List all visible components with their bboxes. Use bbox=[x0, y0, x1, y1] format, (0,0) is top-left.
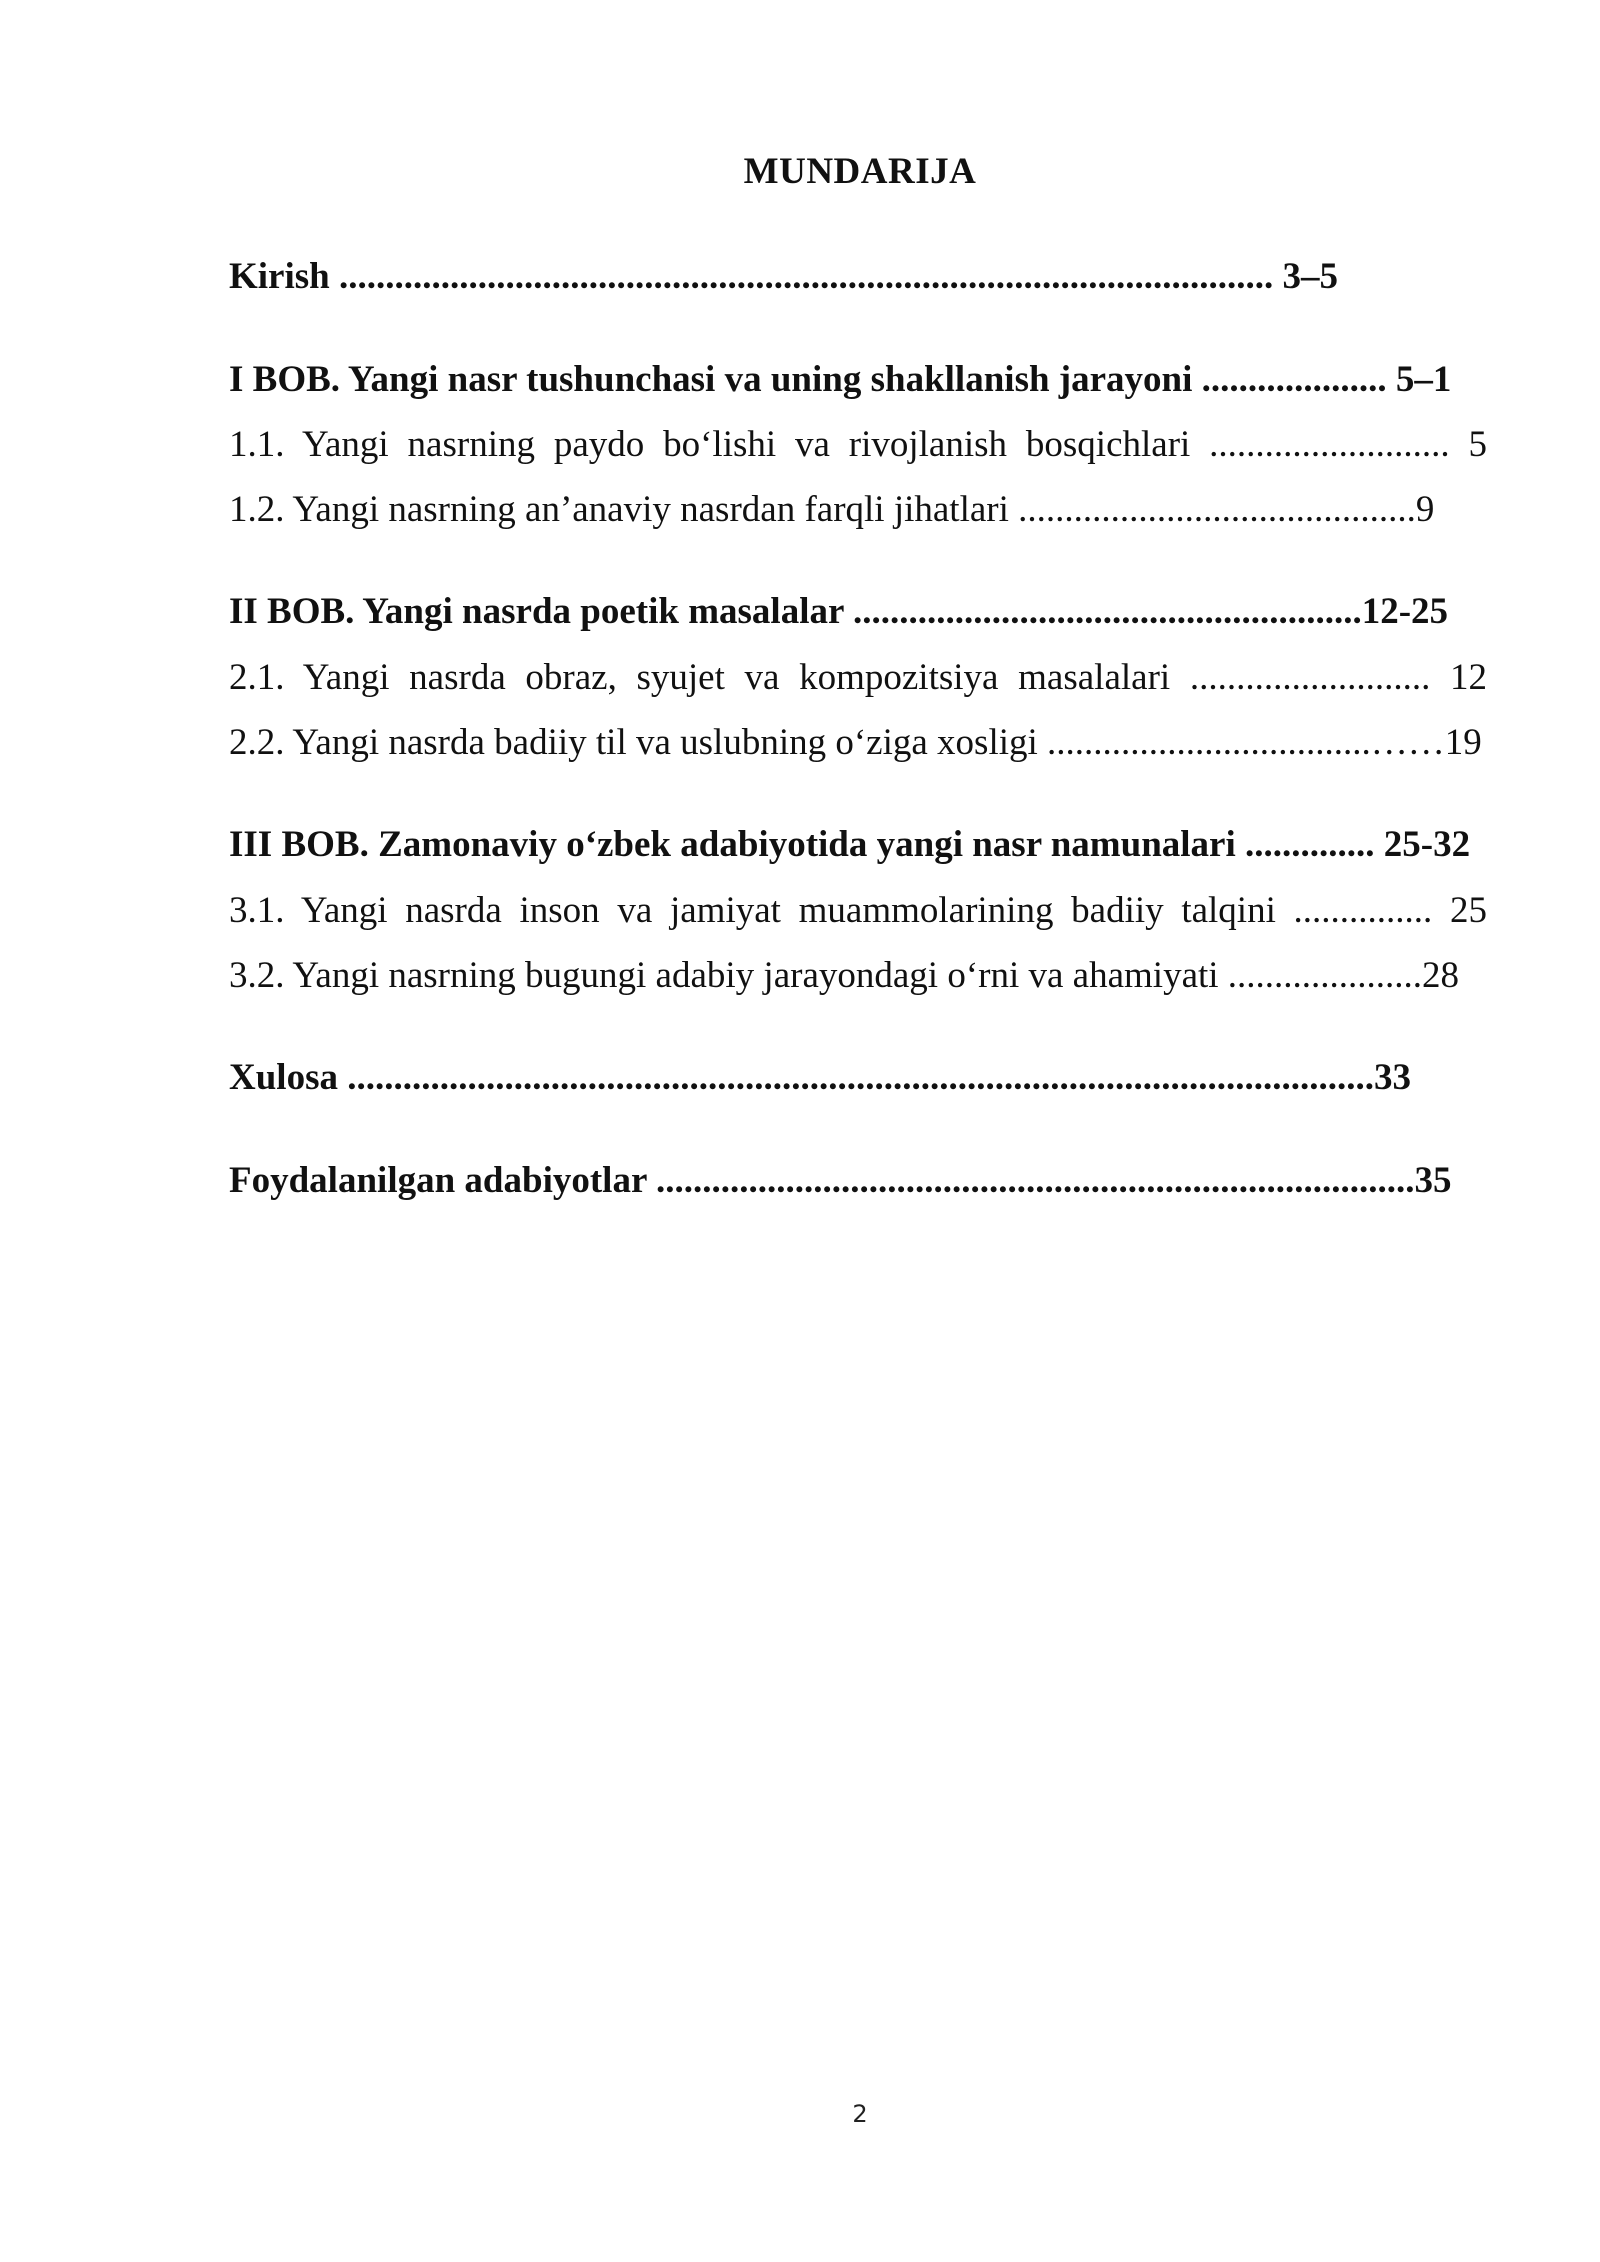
toc-entry-section-3-1[interactable]: 3.1. Yangi nasrda inson va jamiyat muammolarining badiiy talqini ............... 25 bbox=[229, 890, 1487, 931]
toc-entry-chapter-3[interactable]: III BOB. Zamonaviy o‘zbek adabiyotida yangi nasr namunalari .............. 25-32 bbox=[229, 824, 1471, 865]
toc-entry-section-3-2[interactable]: 3.2. Yangi nasrning bugungi adabiy jarayondagi o‘rni va ahamiyati .....................28 bbox=[229, 955, 1460, 996]
toc-entry-chapter-2[interactable]: II BOB. Yangi nasrda poetik masalalar .......................................................12-25 bbox=[229, 591, 1449, 632]
toc-entry-section-2-2[interactable]: 2.2. Yangi nasrda badiiy til va uslubning o‘ziga xosligi ...................................……19 bbox=[229, 722, 1482, 763]
toc-entry-references[interactable]: Foydalanilgan adabiyotlar ..................................................................................35 bbox=[229, 1160, 1452, 1201]
page-title: MUNDARIJA bbox=[743, 151, 977, 192]
toc-entry-introduction[interactable]: Kirish ..................................................................................................... 3–5 bbox=[229, 256, 1338, 297]
toc-entry-section-2-1[interactable]: 2.1. Yangi nasrda obraz, syujet va kompozitsiya masalalari .......................... 12 bbox=[229, 657, 1487, 698]
toc-entry-chapter-1[interactable]: I BOB. Yangi nasr tushunchasi va uning shakllanish jarayoni .................... 5–1 bbox=[229, 359, 1452, 400]
page-number: 2 bbox=[852, 2100, 868, 2128]
toc-entry-section-1-2[interactable]: 1.2. Yangi nasrning an’anaviy nasrdan farqli jihatlari ...........................................9 bbox=[229, 489, 1435, 530]
toc-entry-conclusion[interactable]: Xulosa ...............................................................................................................33 bbox=[229, 1057, 1411, 1098]
toc-entry-section-1-1[interactable]: 1.1. Yangi nasrning paydo bo‘lishi va rivojlanish bosqichlari .......................... 5 bbox=[229, 424, 1487, 465]
